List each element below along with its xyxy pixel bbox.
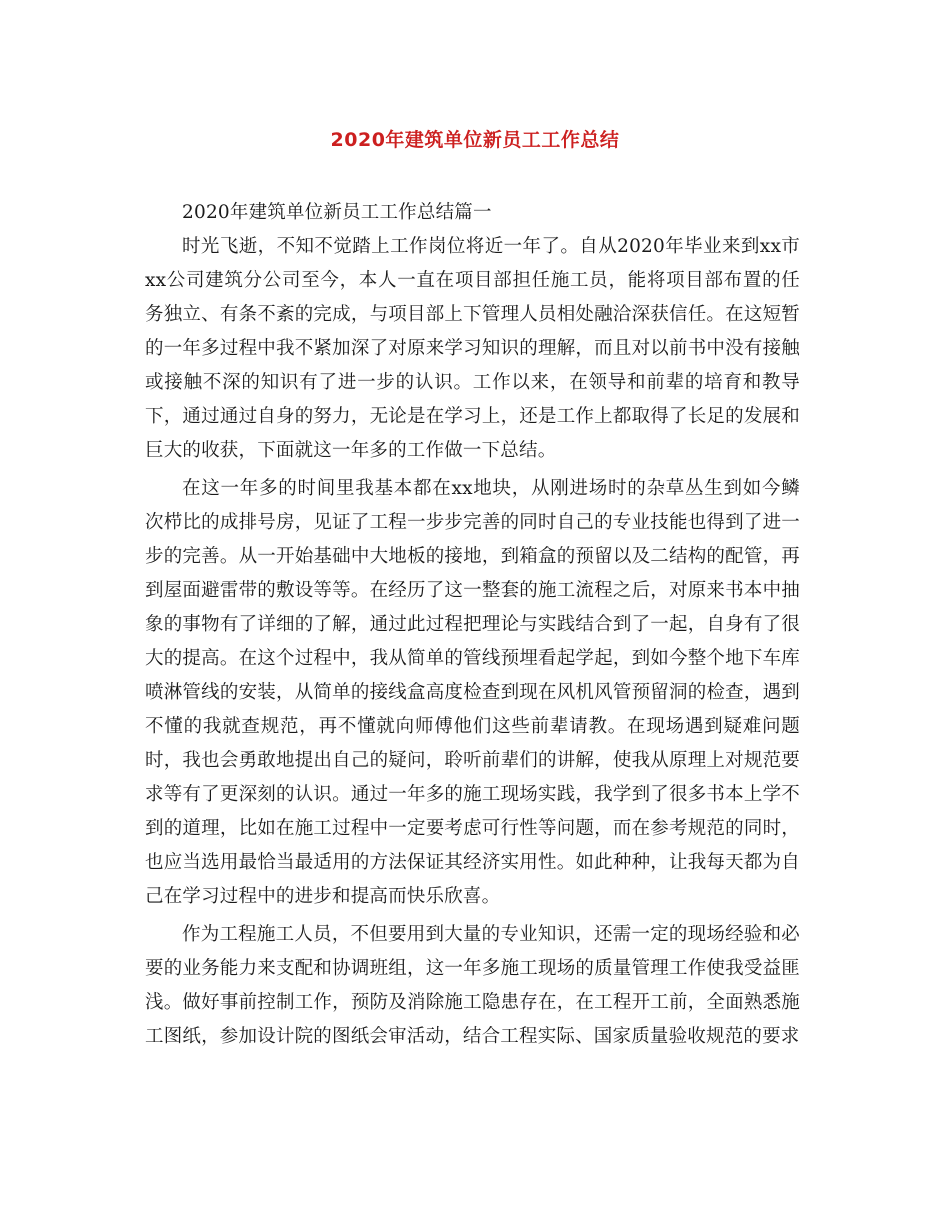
paragraph-1: 时光飞逝，不知不觉踏上工作岗位将近一年了。自从2020年毕业来到xx市xx公司建筑分公司至今，本人一直在项目部担任施工员，能将项目部布置的任务独立、有条不紊的完成，与项目部上下管理人员相处融洽深获信任。在这短暂的一年多过程中我不紧加深了对原来学习知识的理解，而且对以前书中没有接触或接触不深的知识有了进一步的认识。工作以来，在领导和前辈的培育和教导下，通过通过自身的努力，无论是在学习上，还是工作上都取得了长足的发展和巨大的收获，下面就这一年多的工作做一下总结。	[145, 236, 800, 461]
document-body	[145, 196, 800, 1054]
paragraph-3: 作为工程施工人员，不但要用到大量的专业知识，还需一定的现场经验和必要的业务能力来支配和协调班组，这一年多施工现场的质量管理工作使我受益匪浅。做好事前控制工作，预防及消除施工隐患存在，在工程开工前，全面熟悉施工图纸，参加设计院的图纸会审活动，结合工程实际、国家质量验收规范的要求	[145, 924, 800, 1047]
paragraph-2: 在这一年多的时间里我基本都在xx地块，从刚进场时的杂草丛生到如今鳞次栉比的成排号房，见证了工程一步步完善的同时自己的专业技能也得到了进一步的完善。从一开始基础中大地板的接地，到箱盒的预留以及二结构的配管，再到屋面避雷带的敷设等等。在经历了这一整套的施工流程之后，对原来书本中抽象的事物有了详细的了解，通过此过程把理论与实践结合到了一起，自身有了很大的提高。在这个过程中，我从简单的管线预埋看起学起，到如今整个地下车库喷淋管线的安装，从简单的接线盒高度检查到现在风机风管预留洞的检查，遇到不懂的我就查规范，再不懂就向师傅他们这些前辈请教。在现场遇到疑难问题时，我也会勇敢地提出自己的疑问，聆听前辈们的讲解，使我从原理上对规范要求等有了更深刻的认识。通过一年多的施工现场实践，我学到了很多书本上学不到的道理，比如在施工过程中一定要考虑可行性等问题，而在参考规范的同时，也应当选用最恰当最适用的方法保证其经济实用性。如此种种，让我每天都为自己在学习过程中的进步和提高而快乐欣喜。	[145, 478, 800, 907]
document-title: 2020年建筑单位新员工工作总结	[330, 129, 620, 151]
section-heading: 2020年建筑单位新员工工作总结篇一	[182, 202, 492, 223]
